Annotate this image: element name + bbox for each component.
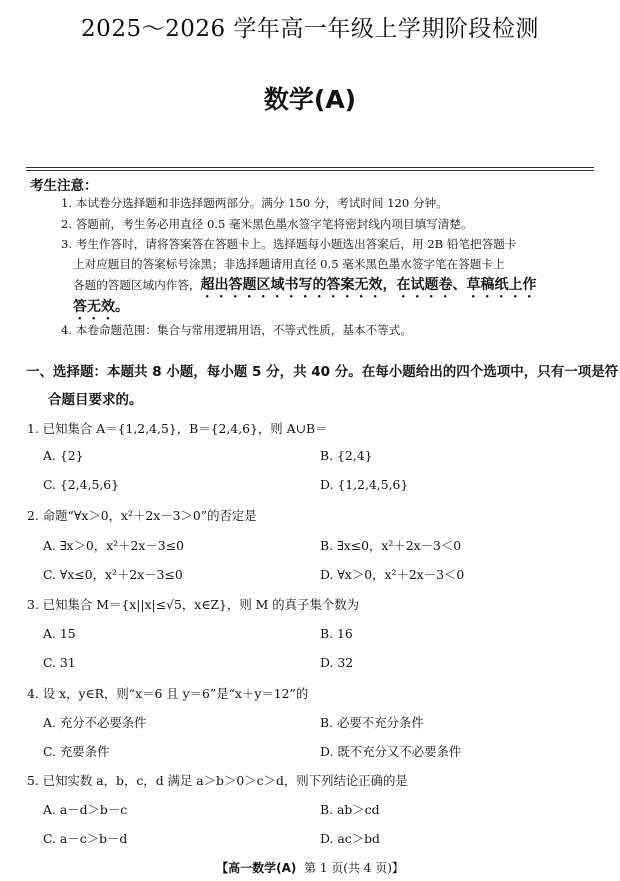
question-5-stem: 5. 已知实数 a，b，c，d 满足 a＞b＞0＞c＞d，则下列结论正确的是	[27, 773, 408, 788]
notice-item-3-line-4	[73, 296, 129, 323]
notice-emphasis-end: 。	[115, 299, 129, 315]
question-2-option-b: B. ∃x≤0，x²＋2x－3＜0	[320, 538, 462, 553]
notice-item-3-line-1: 3. 考生作答时，请将答案答在答题卡上。选择题每小题选出答案后，用 2B 铅笔把答题卡	[61, 237, 517, 251]
notice-heading: 考生注意：	[30, 178, 98, 194]
page-footer	[0, 859, 620, 876]
footer-page-number: 第 1 页(共 4 页)】	[304, 861, 404, 875]
notice-item-4: 4. 本卷命题范围：集合与常用逻辑用语，不等式性质，基本不等式。	[61, 323, 412, 337]
question-4-option-d: D. 既不充分又不必要条件	[320, 744, 462, 759]
question-4-stem: 4. 设 x，y∈R，则“x＝6 且 y＝6”是“x＋y＝12”的	[27, 686, 309, 701]
notice-item-1: 1. 本试卷分选择题和非选择题两部分。满分 150 分，考试时间 120 分钟。	[61, 196, 448, 210]
question-5-option-d: D. ac＞bd	[320, 831, 380, 846]
question-1-option-c: C. {2,4,5,6}	[43, 477, 120, 492]
question-3-option-d: D. 32	[320, 655, 354, 670]
question-4-option-c: C. 充要条件	[43, 744, 110, 759]
question-3-stem: 3. 已知集合 M＝{x||x|≤√5，x∈Z}，则 M 的真子集个数为	[27, 597, 360, 612]
notice-emphasis-1: 超出答题区域书写的答案无效，在试题卷、草稿纸上作	[200, 277, 537, 293]
notice-item-2: 2. 答题前，考生务必用直径 0.5 毫米黑色墨水签字笔将密封线内项目填写清楚。	[61, 217, 473, 231]
subject-title: 数学(A)	[263, 85, 357, 114]
divider-top	[26, 167, 594, 168]
question-2-option-c: C. ∀x≤0，x²＋2x－3≤0	[43, 567, 183, 582]
question-1-stem: 1. 已知集合 A＝{1,2,4,5}，B＝{2,4,6}，则 A∪B＝	[27, 421, 328, 436]
notice-item-3-line-2: 上对应题目的答案标号涂黑；非选择题请用直径 0.5 毫米黑色墨水签字笔在答题卡上	[73, 257, 505, 271]
question-1-option-d: D. {1,2,4,5,6}	[320, 477, 409, 492]
notice-emphasis-2: 答无效	[73, 299, 115, 315]
divider-bottom	[26, 170, 594, 171]
question-4-option-b: B. 必要不充分条件	[320, 715, 424, 730]
section-heading-line-2: 合题目要求的。	[48, 392, 143, 408]
question-5-option-a: A. a－d＞b－c	[43, 802, 128, 817]
question-1-option-b: B. {2,4}	[320, 448, 373, 463]
question-2-stem: 2. 命题“∀x＞0，x²＋2x－3＞0”的否定是	[27, 508, 257, 523]
section-heading-line-1: 一、选择题：本题共 8 小题，每小题 5 分，共 40 分。在每小题给出的四个选项中，只有一项是符	[26, 364, 619, 380]
footer-subject: 【高一数学(A)	[216, 861, 297, 875]
question-3-option-b: B. 16	[320, 626, 353, 641]
question-5-option-b: B. ab＞cd	[320, 802, 380, 817]
notice-item-3-line-3-plain: 各题的答题区域内作答，	[73, 278, 201, 292]
question-2-option-d: D. ∀x＞0，x²＋2x－3＜0	[320, 567, 465, 582]
notice-item-3-line-3	[73, 274, 537, 301]
question-5-option-c: C. a－c＞b－d	[43, 831, 128, 846]
question-3-option-a: A. 15	[43, 626, 76, 641]
question-4-option-a: A. 充分不必要条件	[43, 715, 147, 730]
question-1-option-a: A. {2}	[43, 448, 84, 463]
question-2-option-a: A. ∃x＞0，x²＋2x－3≤0	[43, 538, 184, 553]
question-3-option-c: C. 31	[43, 655, 76, 670]
exam-title: 2025～2026 学年高一年级上学期阶段检测	[81, 16, 539, 42]
